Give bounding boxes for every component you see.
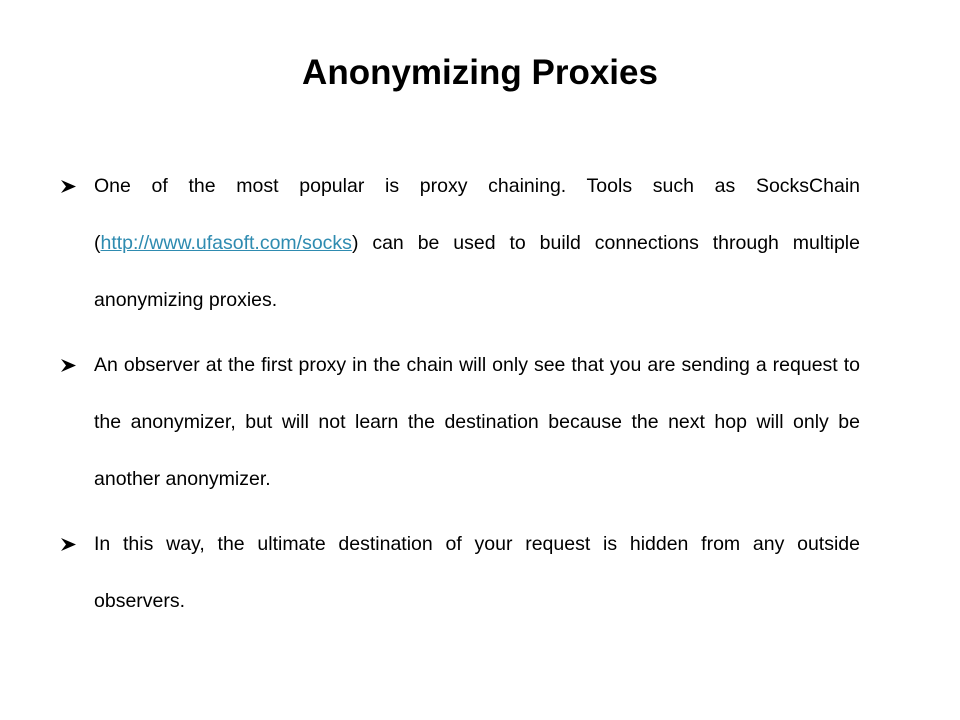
socks-chain-link[interactable]: http://www.ufasoft.com/socks: [100, 232, 352, 254]
bullet-text: In this way, the ultimate destination of your request is hidden from any outside observers.: [94, 533, 860, 612]
bullet-item-1: [60, 158, 860, 329]
bullet-list: [60, 158, 860, 638]
arrowhead-bullet-icon: [60, 179, 77, 194]
bullet-item-2: [60, 337, 860, 508]
bullet-text-after-link: ) can be used to build connections through multiple anonymizing proxies.: [94, 232, 860, 311]
bullet-text-before-link: One of the most popular is proxy chaining. Tools such as SocksChain (: [94, 175, 860, 254]
slide-title: Anonymizing Proxies: [302, 53, 658, 92]
arrowhead-bullet-icon: [60, 358, 77, 373]
bullet-item-3: [60, 516, 860, 630]
bullet-text: An observer at the first proxy in the chain will only see that you are sending a request to the anonymizer, but will not learn the destination because the next hop will only be another anonymizer.: [94, 354, 860, 490]
arrowhead-bullet-icon: [60, 537, 77, 552]
